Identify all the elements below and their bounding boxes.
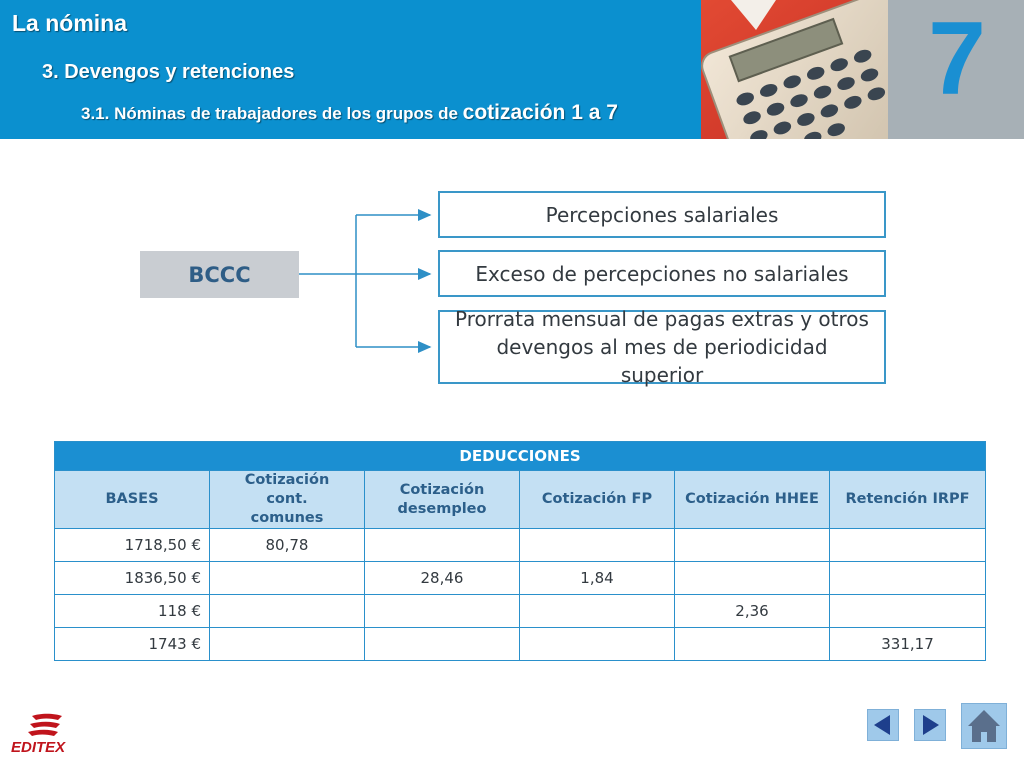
cell-value: 331,17 xyxy=(830,628,986,661)
cell-value xyxy=(365,628,520,661)
bccc-box: BCCC xyxy=(140,251,299,298)
cell-base: 1836,50 € xyxy=(55,562,210,595)
cell-value xyxy=(830,529,986,562)
cell-base: 1743 € xyxy=(55,628,210,661)
chapter-number: 7 xyxy=(928,1,984,117)
diagram-item-exceso: Exceso de percepciones no salariales xyxy=(438,250,886,297)
subsection-title-suffix: cotización 1 a 7 xyxy=(462,101,618,124)
cell-value xyxy=(365,529,520,562)
header-hhee: Cotización HHEE xyxy=(675,471,830,529)
editex-logo-mark xyxy=(10,712,80,742)
table-row xyxy=(55,595,986,628)
arrow-right-icon xyxy=(915,710,945,740)
cell-value xyxy=(675,562,830,595)
section-title: 3. Devengos y retenciones xyxy=(42,61,295,83)
home-icon xyxy=(962,704,1006,748)
cell-base: 1718,50 € xyxy=(55,529,210,562)
cell-value xyxy=(365,595,520,628)
cell-value xyxy=(520,595,675,628)
cell-value xyxy=(210,628,365,661)
header-fp: Cotización FP xyxy=(520,471,675,529)
header-cont-comunes: Cotización cont. comunes xyxy=(210,471,365,529)
table-title: DEDUCCIONES xyxy=(55,442,986,471)
header-desempleo: Cotización desempleo xyxy=(365,471,520,529)
table-header-row xyxy=(55,471,986,529)
cell-value: 28,46 xyxy=(365,562,520,595)
cell-value xyxy=(520,628,675,661)
home-button[interactable] xyxy=(961,703,1007,749)
next-button[interactable] xyxy=(914,709,946,741)
editex-logo-text: EDITEX xyxy=(11,739,66,756)
table-row xyxy=(55,628,986,661)
cell-value: 2,36 xyxy=(675,595,830,628)
cell-value xyxy=(210,595,365,628)
header-irpf: Retención IRPF xyxy=(830,471,986,529)
cell-value xyxy=(830,595,986,628)
header-bases: BASES xyxy=(55,471,210,529)
prev-button[interactable] xyxy=(867,709,899,741)
cell-value xyxy=(675,529,830,562)
table-row xyxy=(55,562,986,595)
cell-value: 1,84 xyxy=(520,562,675,595)
cell-value: 80,78 xyxy=(210,529,365,562)
cell-value xyxy=(210,562,365,595)
page-title: La nómina xyxy=(12,10,128,36)
diagram-item-prorrata: Prorrata mensual de pagas extras y otros devengos al mes de periodicidad superior xyxy=(438,310,886,384)
cell-value xyxy=(520,529,675,562)
cell-value xyxy=(675,628,830,661)
deductions-table xyxy=(54,441,986,661)
cell-value xyxy=(830,562,986,595)
cell-base: 118 € xyxy=(55,595,210,628)
arrow-left-icon xyxy=(868,710,898,740)
subsection-title-prefix: 3.1. Nóminas de trabajadores de los grupos de xyxy=(81,104,463,123)
diagram-item-percepciones: Percepciones salariales xyxy=(438,191,886,238)
table-row xyxy=(55,529,986,562)
